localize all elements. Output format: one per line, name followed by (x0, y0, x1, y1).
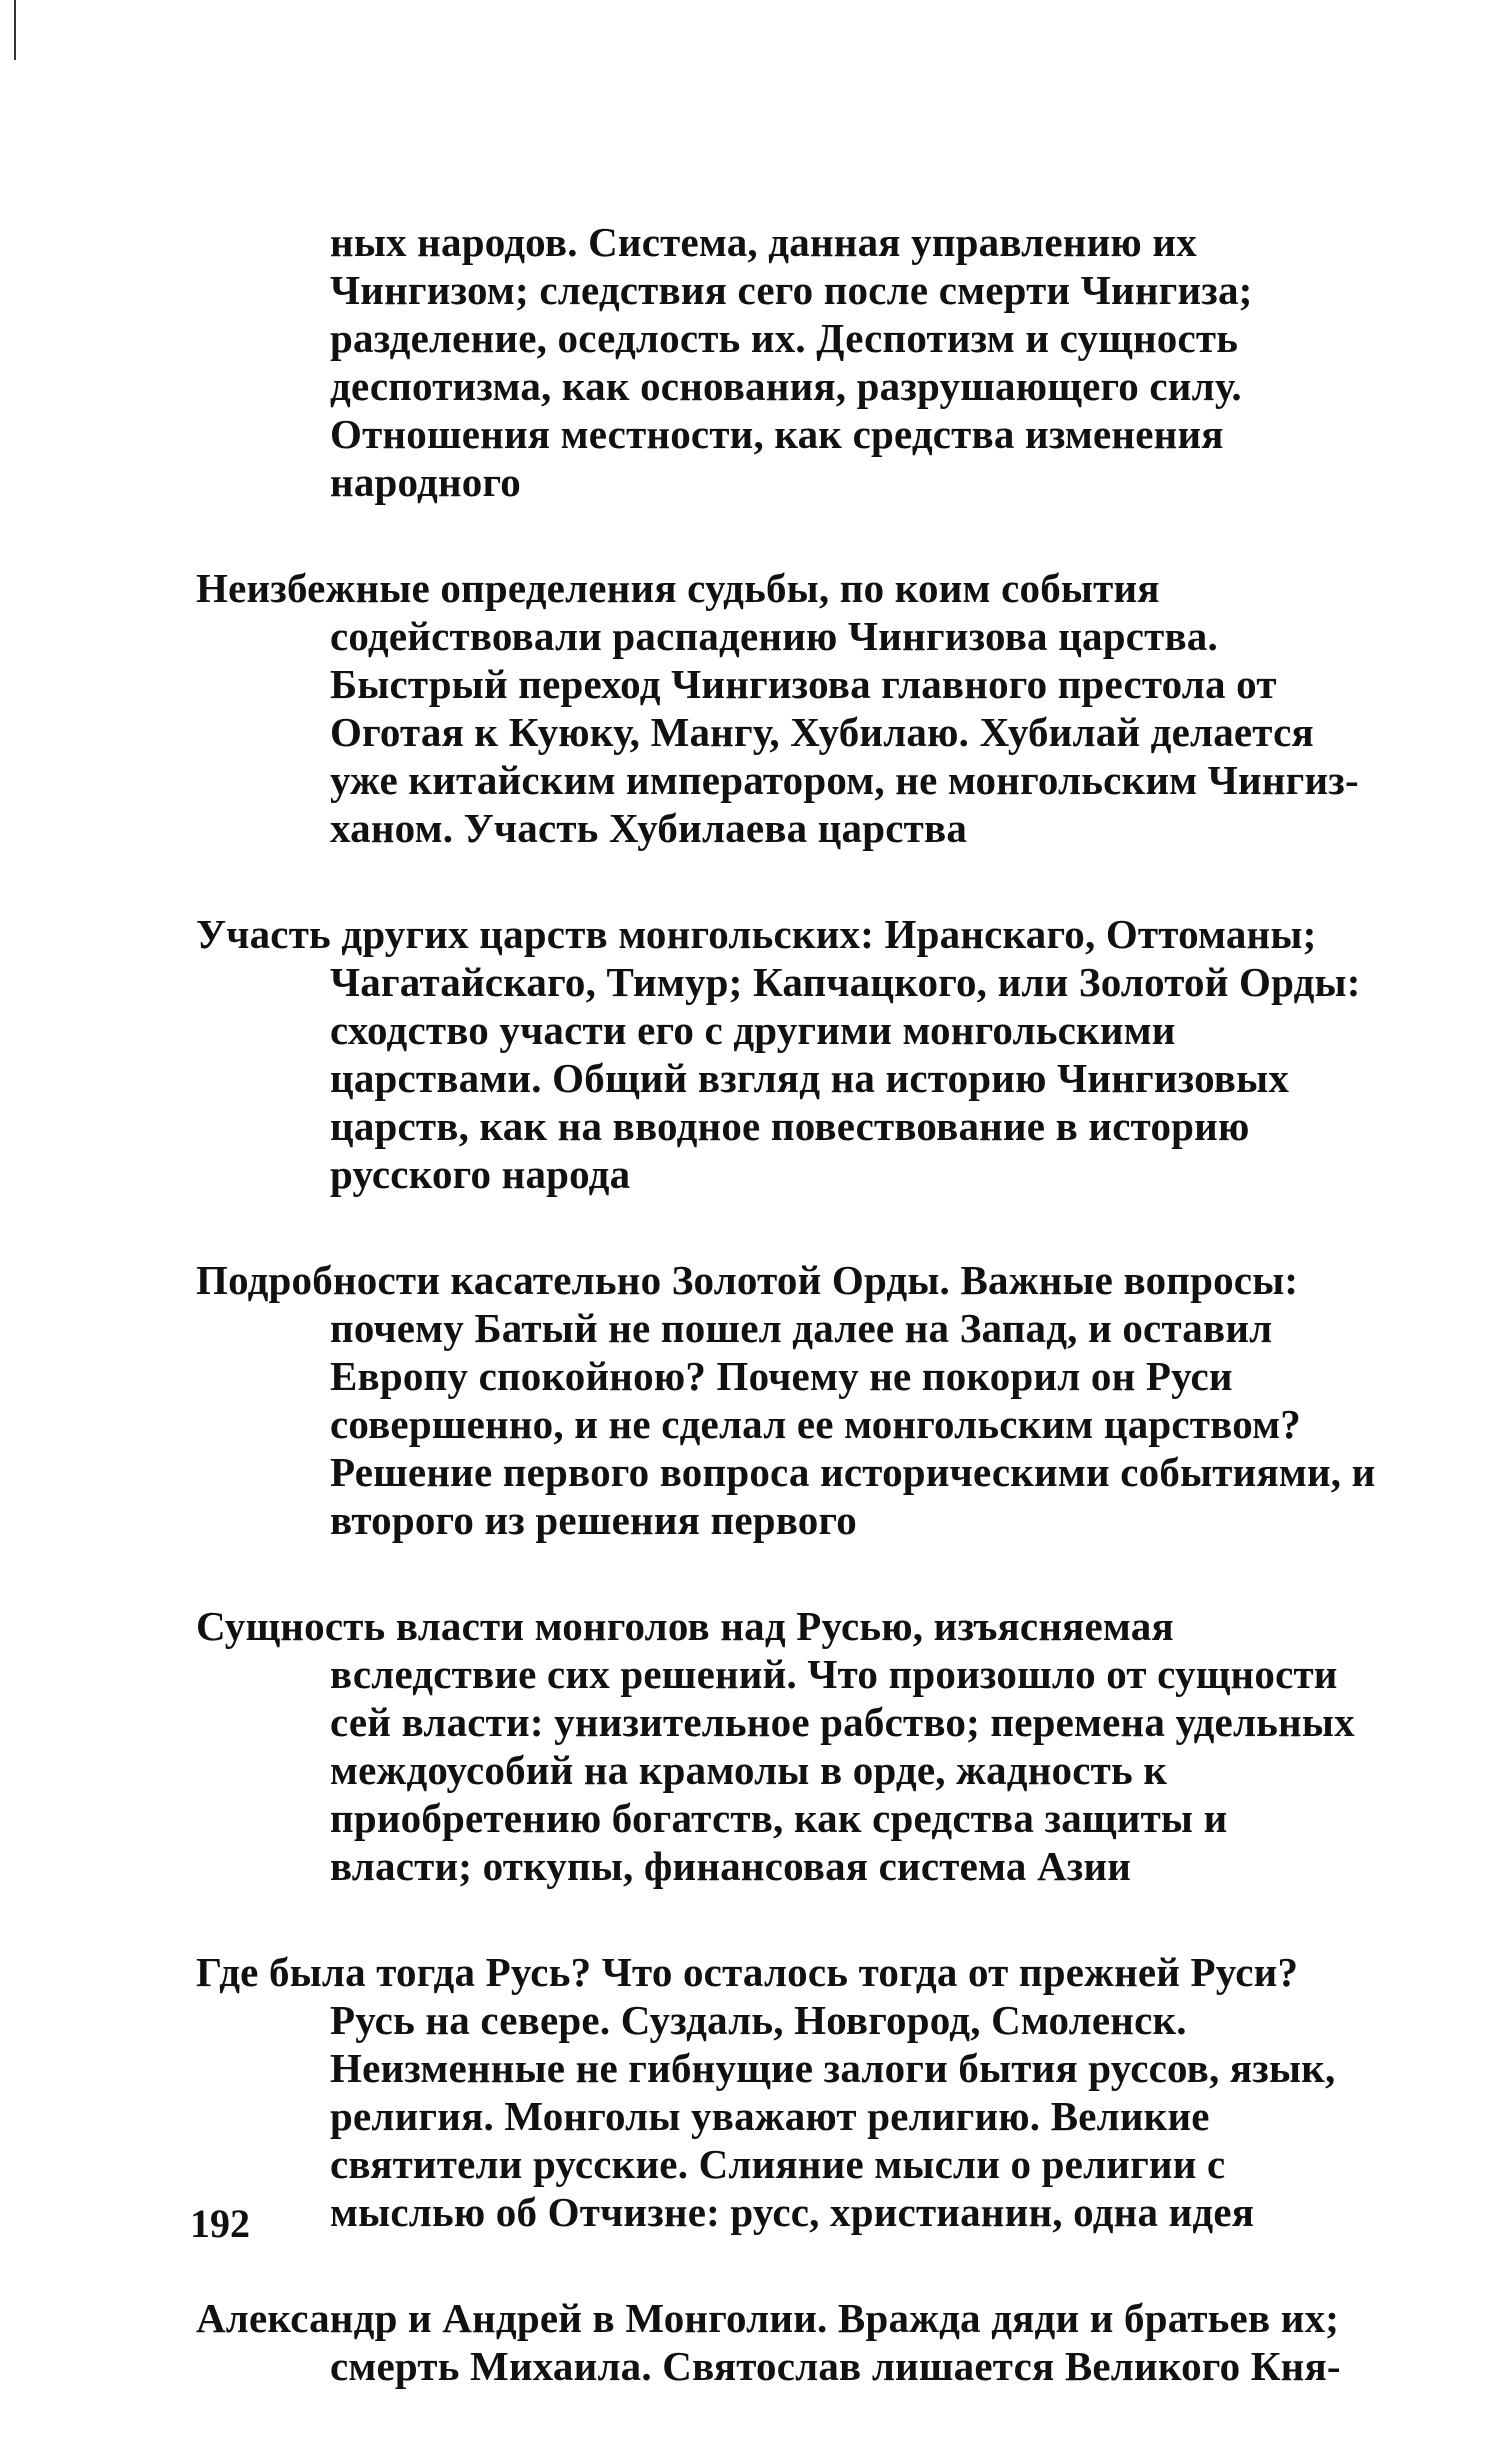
paragraph-chingiz-fate: Неизбежные определения судьбы, по коим события содействовали распадению Чингизова царства. Быстрый переход Чингизова главного престола от Оготая к Куюку, Мангу, Хубилаю. Хубилай делается уже китайским императором, не монгольским Чингиз-ханом. Участь Хубилаева царства (196, 565, 1359, 851)
paragraph-alexander-andrey: Александр и Андрей в Монголии. Вражда дяди и братьев их; смерть Михаила. Святослав лишается Великого Кня- (196, 2295, 1341, 2389)
paragraph-continuation: ных народов. Система, данная управлению их Чингизом; следствия сего после смерти Чингиза; разделение, оседлость их. Деспотизм и сущность деспотизма, как основания, разрушающего силу. Отношения местности, как средства изменения народного (330, 219, 1253, 505)
paragraph-mongol-kingdoms: Участь других царств монгольских: Иранскаго, Оттоманы; Чагатайскаго, Тимур; Капчацкого, или Золотой Орды: сходство участи его с другими монгольскими царствами. Общий взгляд на историю Чингизовых царств, как на вводное повествование в историю русского народа (196, 911, 1361, 1197)
page-number: 192 (190, 2201, 250, 2246)
paragraph-mongol-power: Сущность власти монголов над Русью, изъясняемая вследствие сих решений. Что произошло от сущности сей власти: унизительное рабство; перемена удельных междоусобий на крамолы в орде, жадность к приобретению богатств, как средства защиты и власти; откупы, финансовая система Азии (196, 1603, 1355, 1889)
margin-rule (14, 0, 16, 60)
paragraph-golden-horde: Подробности касательно Золотой Орды. Важные вопросы: почему Батый не пошел далее на Запад, и оставил Европу спокойною? Почему не покорил он Руси совершенно, и не сделал ее монгольским царством? Решение первого вопроса историческими событиями, и второго из решения первого (196, 1257, 1376, 1543)
text-block (196, 218, 1376, 2448)
paragraph-where-was-rus: Где была тогда Русь? Что осталось тогда от прежней Руси? Русь на севере. Суздаль, Новгород, Смоленск. Неизменные не гибнущие залоги бытия руссов, язык, религия. Монголы уважают религию. Великие святители русские. Слияние мысли о религии с мыслью об Отчизне: русс, христианин, одна идея (196, 1949, 1336, 2235)
